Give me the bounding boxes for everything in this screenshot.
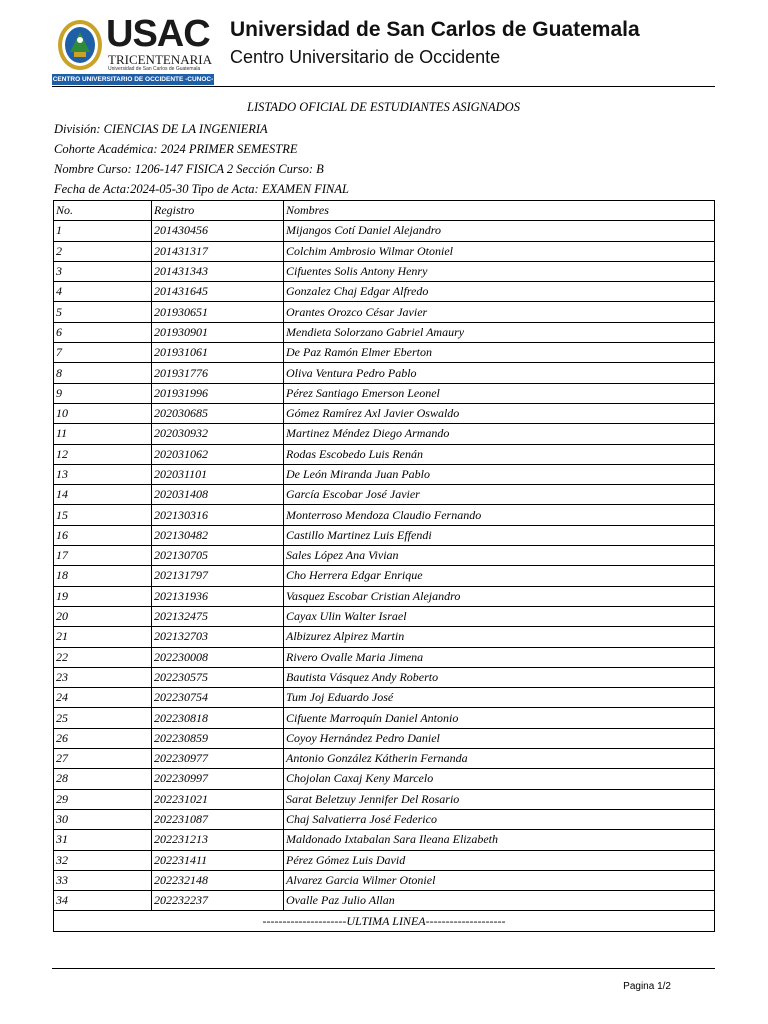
table-row (54, 383, 715, 403)
header-registro: Registro (152, 201, 284, 221)
row-no: 9 (54, 383, 152, 403)
table-row (54, 830, 715, 850)
row-no: 24 (54, 688, 152, 708)
row-nombre: Chojolan Caxaj Keny Marcelo (284, 769, 715, 789)
row-nombre: Alvarez Garcia Wilmer Otoniel (284, 870, 715, 890)
division-line: División: CIENCIAS DE LA INGENIERIA (54, 122, 268, 136)
row-nombre: Colchim Ambrosio Wilmar Otoniel (284, 241, 715, 261)
row-no: 31 (54, 830, 152, 850)
row-nombre: Gómez Ramírez Axl Javier Oswaldo (284, 403, 715, 423)
row-nombre: Orantes Orozco César Javier (284, 302, 715, 322)
row-nombre: Sarat Beletzuy Jennifer Del Rosario (284, 789, 715, 809)
table-row (54, 566, 715, 586)
usac-logo (52, 13, 214, 86)
table-row (54, 627, 715, 647)
row-no: 16 (54, 525, 152, 545)
row-no: 13 (54, 464, 152, 484)
row-no: 15 (54, 505, 152, 525)
logo-usac-text: USAC (106, 13, 210, 55)
row-registro: 201931996 (152, 383, 284, 403)
page-header (52, 12, 715, 85)
row-no: 2 (54, 241, 152, 261)
row-registro: 201431645 (152, 282, 284, 302)
row-registro: 202230859 (152, 728, 284, 748)
row-registro: 201430456 (152, 221, 284, 241)
row-registro: 202130316 (152, 505, 284, 525)
row-nombre: Mijangos Cotí Daniel Alejandro (284, 221, 715, 241)
row-no: 4 (54, 282, 152, 302)
row-no: 27 (54, 749, 152, 769)
row-registro: 202131797 (152, 566, 284, 586)
table-row (54, 606, 715, 626)
row-nombre: Vasquez Escobar Cristian Alejandro (284, 586, 715, 606)
center-name: Centro Universitario de Occidente (230, 47, 501, 67)
row-nombre: Oliva Ventura Pedro Pablo (284, 363, 715, 383)
row-nombre: Castillo Martinez Luis Effendi (284, 525, 715, 545)
table-row (54, 546, 715, 566)
row-registro: 202232237 (152, 891, 284, 911)
table-row (54, 302, 715, 322)
table-row (54, 525, 715, 545)
row-no: 19 (54, 586, 152, 606)
row-nombre: Mendieta Solorzano Gabriel Amaury (284, 322, 715, 342)
row-registro: 202031408 (152, 485, 284, 505)
university-seal-icon (56, 18, 104, 72)
row-no: 29 (54, 789, 152, 809)
row-registro: 201931061 (152, 343, 284, 363)
table-row (54, 850, 715, 870)
row-no: 18 (54, 566, 152, 586)
table-row (54, 728, 715, 748)
table-row (54, 221, 715, 241)
row-nombre: Antonio González Kátherin Fernanda (284, 749, 715, 769)
row-no: 33 (54, 870, 152, 890)
row-nombre: Rivero Ovalle Maria Jimena (284, 647, 715, 667)
row-nombre: Tum Joj Eduardo José (284, 688, 715, 708)
row-nombre: Cifuente Marroquín Daniel Antonio (284, 708, 715, 728)
row-no: 11 (54, 424, 152, 444)
row-no: 28 (54, 769, 152, 789)
table-row (54, 282, 715, 302)
row-registro: 202031101 (152, 464, 284, 484)
row-no: 8 (54, 363, 152, 383)
row-nombre: Maldonado Ixtabalan Sara Ileana Elizabeth (284, 830, 715, 850)
row-nombre: Cho Herrera Edgar Enrique (284, 566, 715, 586)
row-no: 1 (54, 221, 152, 241)
row-nombre: Monterroso Mendoza Claudio Fernando (284, 505, 715, 525)
page-number: Pagina 1/2 (623, 981, 671, 992)
row-no: 3 (54, 261, 152, 281)
row-no: 25 (54, 708, 152, 728)
table-row (54, 891, 715, 911)
row-no: 21 (54, 627, 152, 647)
logo-tricentenaria: TRICENTENARIA (108, 52, 212, 67)
row-nombre: De Paz Ramón Elmer Eberton (284, 343, 715, 363)
row-registro: 202230818 (152, 708, 284, 728)
row-nombre: Pérez Santiago Emerson Leonel (284, 383, 715, 403)
table-row (54, 464, 715, 484)
row-nombre: Pérez Gómez Luis David (284, 850, 715, 870)
document-title: LISTADO OFICIAL DE ESTUDIANTES ASIGNADOS (247, 100, 520, 114)
table-row (54, 708, 715, 728)
row-nombre: Albizurez Alpirez Martin (284, 627, 715, 647)
students-table (53, 200, 715, 932)
course-line: Nombre Curso: 1206-147 FISICA 2 Sección Curso: B (54, 162, 324, 176)
table-row (54, 343, 715, 363)
row-registro: 201930901 (152, 322, 284, 342)
row-nombre: Chaj Salvatierra José Federico (284, 809, 715, 829)
row-registro: 202132475 (152, 606, 284, 626)
row-registro: 202230008 (152, 647, 284, 667)
row-registro: 202131936 (152, 586, 284, 606)
logo-band: CENTRO UNIVERSITARIO DE OCCIDENTE -CUNOC- (52, 76, 214, 83)
table-row (54, 403, 715, 423)
row-registro: 202030685 (152, 403, 284, 423)
table-row (54, 667, 715, 687)
row-no: 10 (54, 403, 152, 423)
university-name: Universidad de San Carlos de Guatemala (230, 18, 640, 41)
table-row (54, 424, 715, 444)
row-registro: 202030932 (152, 424, 284, 444)
row-nombre: Gonzalez Chaj Edgar Alfredo (284, 282, 715, 302)
row-nombre: De León Miranda Juan Pablo (284, 464, 715, 484)
row-registro: 202130482 (152, 525, 284, 545)
row-nombre: Bautista Vásquez Andy Roberto (284, 667, 715, 687)
table-header-row (54, 201, 715, 221)
table-row (54, 261, 715, 281)
row-registro: 202031062 (152, 444, 284, 464)
table-row (54, 647, 715, 667)
table-row (54, 789, 715, 809)
row-no: 20 (54, 606, 152, 626)
row-nombre: García Escobar José Javier (284, 485, 715, 505)
row-no: 5 (54, 302, 152, 322)
header-nombres: Nombres (284, 201, 715, 221)
table-row (54, 444, 715, 464)
table-row (54, 688, 715, 708)
last-line: ---------------------ULTIMA LINEA-------------------- (54, 911, 715, 931)
row-registro: 202231087 (152, 809, 284, 829)
last-line-row (54, 911, 715, 931)
table-row (54, 485, 715, 505)
table-body (54, 221, 715, 911)
row-registro: 202230997 (152, 769, 284, 789)
row-registro: 202230977 (152, 749, 284, 769)
table-row (54, 769, 715, 789)
row-no: 23 (54, 667, 152, 687)
row-no: 32 (54, 850, 152, 870)
row-registro: 202231411 (152, 850, 284, 870)
row-nombre: Martinez Méndez Diego Armando (284, 424, 715, 444)
table-row (54, 505, 715, 525)
row-registro: 202132703 (152, 627, 284, 647)
acta-line: Fecha de Acta:2024-05-30 Tipo de Acta: EXAMEN FINAL (54, 182, 349, 196)
row-no: 17 (54, 546, 152, 566)
row-no: 26 (54, 728, 152, 748)
row-registro: 201930651 (152, 302, 284, 322)
header-divider (52, 86, 715, 87)
table-row (54, 749, 715, 769)
row-nombre: Sales López Ana Vivian (284, 546, 715, 566)
cohorte-line: Cohorte Académica: 2024 PRIMER SEMESTRE (54, 142, 298, 156)
row-no: 14 (54, 485, 152, 505)
footer-divider (52, 968, 715, 969)
row-registro: 202230575 (152, 667, 284, 687)
row-registro: 201931776 (152, 363, 284, 383)
table-row (54, 363, 715, 383)
table-row (54, 586, 715, 606)
row-registro: 201431343 (152, 261, 284, 281)
table-row (54, 809, 715, 829)
row-nombre: Ovalle Paz Julio Allan (284, 891, 715, 911)
row-nombre: Cayax Ulin Walter Israel (284, 606, 715, 626)
header-no: No. (54, 201, 152, 221)
table-row (54, 241, 715, 261)
row-registro: 202230754 (152, 688, 284, 708)
row-no: 34 (54, 891, 152, 911)
row-registro: 202231021 (152, 789, 284, 809)
row-registro: 202231213 (152, 830, 284, 850)
row-nombre: Rodas Escobedo Luis Renán (284, 444, 715, 464)
row-no: 22 (54, 647, 152, 667)
row-no: 30 (54, 809, 152, 829)
row-registro: 202232148 (152, 870, 284, 890)
row-no: 12 (54, 444, 152, 464)
row-nombre: Coyoy Hernández Pedro Daniel (284, 728, 715, 748)
logo-small-text: Universidad de San Carlos de Guatemala (108, 66, 201, 72)
table-row (54, 870, 715, 890)
row-registro: 202130705 (152, 546, 284, 566)
row-registro: 201431317 (152, 241, 284, 261)
row-no: 6 (54, 322, 152, 342)
row-nombre: Cifuentes Solis Antony Henry (284, 261, 715, 281)
table-row (54, 322, 715, 342)
row-no: 7 (54, 343, 152, 363)
